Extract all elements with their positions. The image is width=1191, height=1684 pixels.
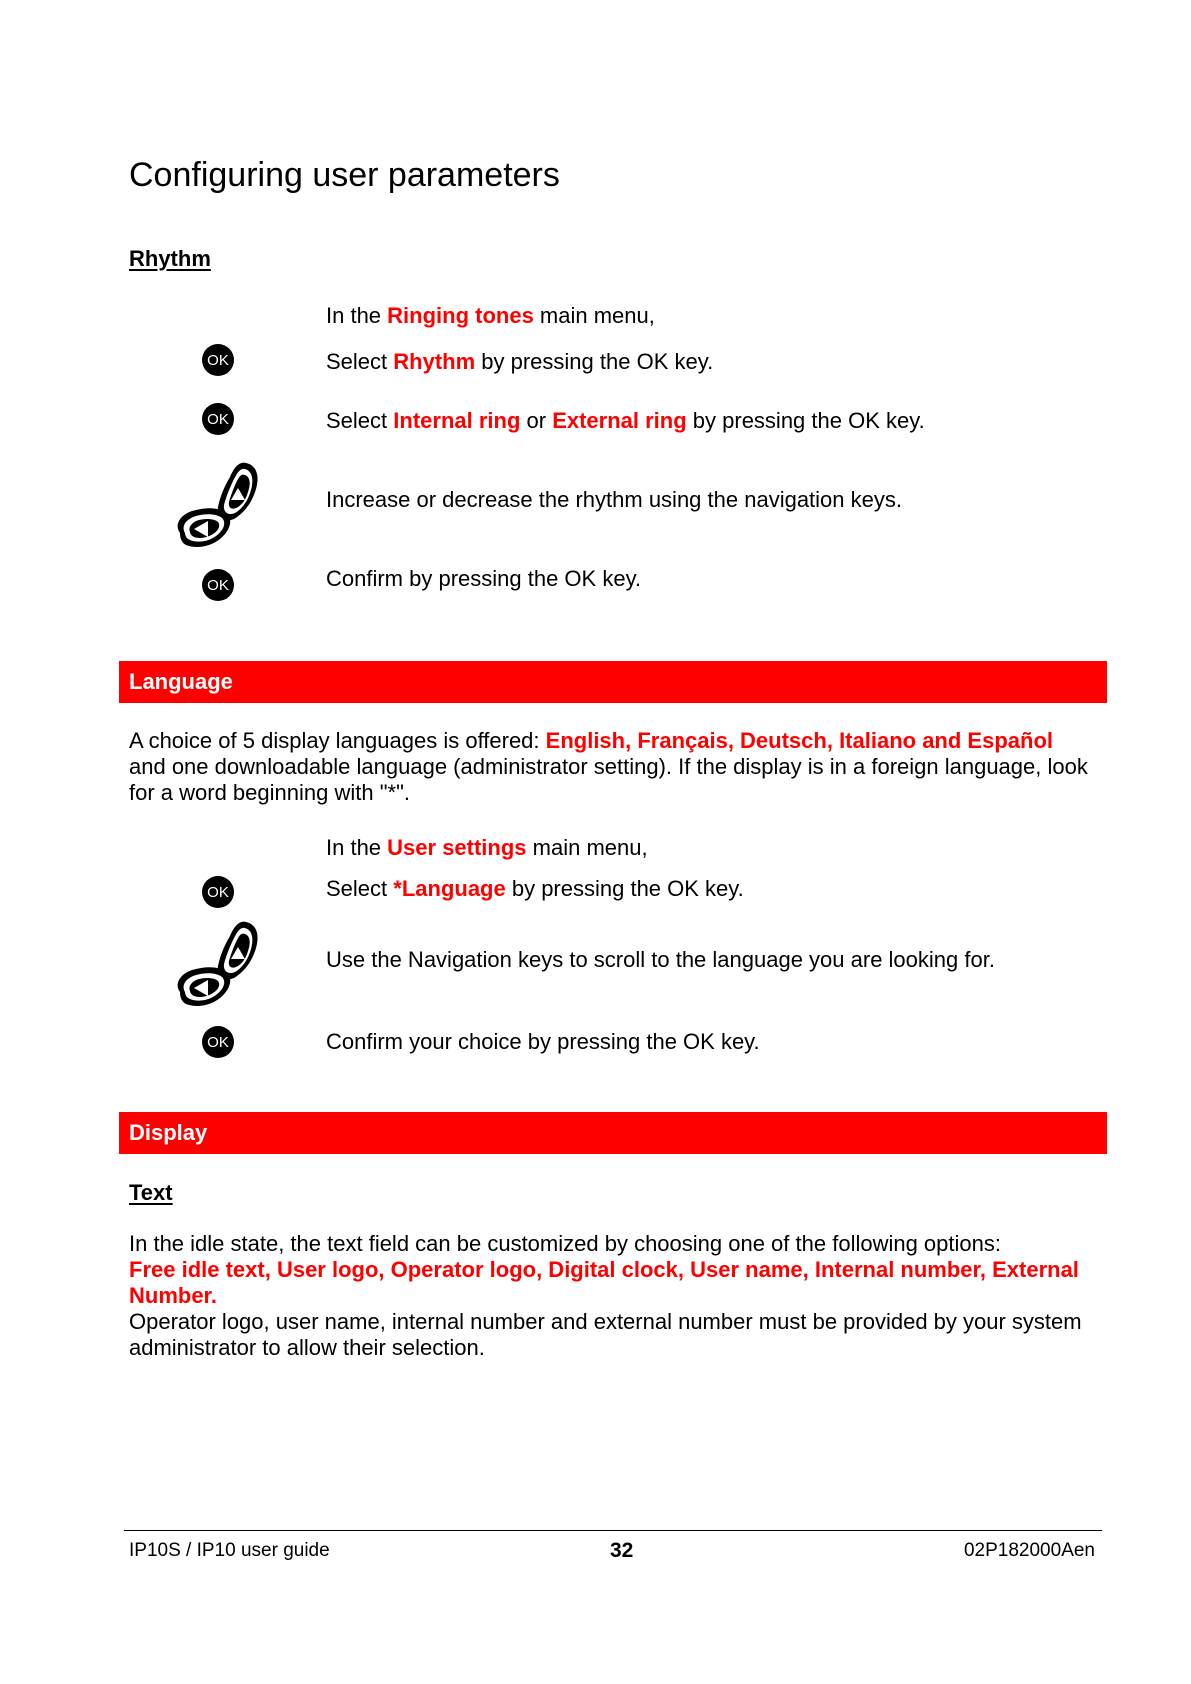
highlighted-term: External ring: [552, 408, 687, 433]
display-text-paragraph: [129, 1231, 1089, 1361]
rhythm-step-5: [326, 566, 641, 592]
rhythm-step-4: [326, 487, 902, 513]
step-text: Confirm your choice by pressing the OK key.: [326, 1029, 760, 1054]
language-section-bar: [119, 661, 1107, 703]
navigation-keys-icon: [172, 918, 260, 1010]
display-section-title: Display: [129, 1120, 208, 1145]
step-text: In the: [326, 303, 388, 328]
step-text: Select: [326, 408, 394, 433]
display-intro: In the idle state, the text field can be customized by choosing one of the following options:: [129, 1231, 1001, 1256]
ok-key-icon: [202, 1026, 234, 1058]
step-text: by pressing the OK key.: [686, 408, 925, 433]
text-subheading: Text: [129, 1180, 173, 1205]
highlighted-term: Internal ring: [393, 408, 521, 433]
rhythm-step-3: [326, 408, 925, 434]
step-text: Increase or decrease the rhythm using the navigation keys.: [326, 487, 902, 512]
language-step-1: [326, 835, 648, 861]
language-step-4: [326, 1029, 760, 1055]
navigation-keys-icon: [172, 459, 260, 551]
highlighted-term: English, Français, Deutsch, Italiano and Español: [545, 728, 1053, 753]
step-text: Confirm by pressing the OK key.: [326, 566, 642, 591]
ok-key-icon: [202, 344, 234, 376]
highlighted-term: Rhythm: [393, 349, 476, 374]
display-note: Operator logo, user name, internal number and external number must be provided by your system administrator to allow their selection.: [129, 1309, 1082, 1360]
step-text: Select: [326, 349, 394, 374]
language-step-3: [326, 947, 995, 973]
footer-page-number: 32: [610, 1539, 634, 1562]
footer-document-code: 02P182000Aen: [963, 1540, 1095, 1561]
display-options: Free idle text, User logo, Operator logo, Digital clock, User name, Internal number, External Number.: [129, 1257, 1079, 1308]
rhythm-heading: Rhythm: [129, 246, 211, 271]
rhythm-step-2: [326, 349, 713, 375]
ok-key-label: OK: [207, 1033, 229, 1051]
language-step-2: [326, 876, 744, 902]
footer-divider: [124, 1530, 1102, 1531]
highlighted-term: Ringing tones: [387, 303, 534, 328]
step-text: Use the Navigation keys to scroll to the language you are looking for.: [326, 947, 995, 972]
step-text: and one downloadable language (administrator setting). If the display is in a foreign language, look for a word beginning with "*".: [129, 754, 1088, 805]
display-section-bar: [119, 1112, 1107, 1154]
ok-key-label: OK: [207, 883, 229, 901]
page-title: Configuring user parameters: [129, 156, 560, 194]
ok-key-icon: [202, 403, 234, 435]
step-text: main menu,: [526, 835, 648, 860]
ok-key-label: OK: [207, 576, 229, 594]
step-text: Select: [326, 876, 394, 901]
language-intro: [129, 728, 1089, 806]
ok-key-label: OK: [207, 410, 229, 428]
step-text: A choice of 5 display languages is offered:: [129, 728, 546, 753]
highlighted-term: User settings: [387, 835, 527, 860]
step-text: by pressing the OK key.: [505, 876, 744, 901]
ok-key-icon: [202, 569, 234, 601]
footer-guide-title: IP10S / IP10 user guide: [129, 1540, 330, 1561]
step-text: by pressing the OK key.: [475, 349, 714, 374]
language-section-title: Language: [129, 669, 233, 694]
step-text: main menu,: [533, 303, 655, 328]
step-text: or: [520, 408, 553, 433]
highlighted-term: *Language: [393, 876, 506, 901]
rhythm-step-1: [326, 303, 655, 329]
ok-key-label: OK: [207, 351, 229, 369]
ok-key-icon: [202, 876, 234, 908]
step-text: In the: [326, 835, 388, 860]
